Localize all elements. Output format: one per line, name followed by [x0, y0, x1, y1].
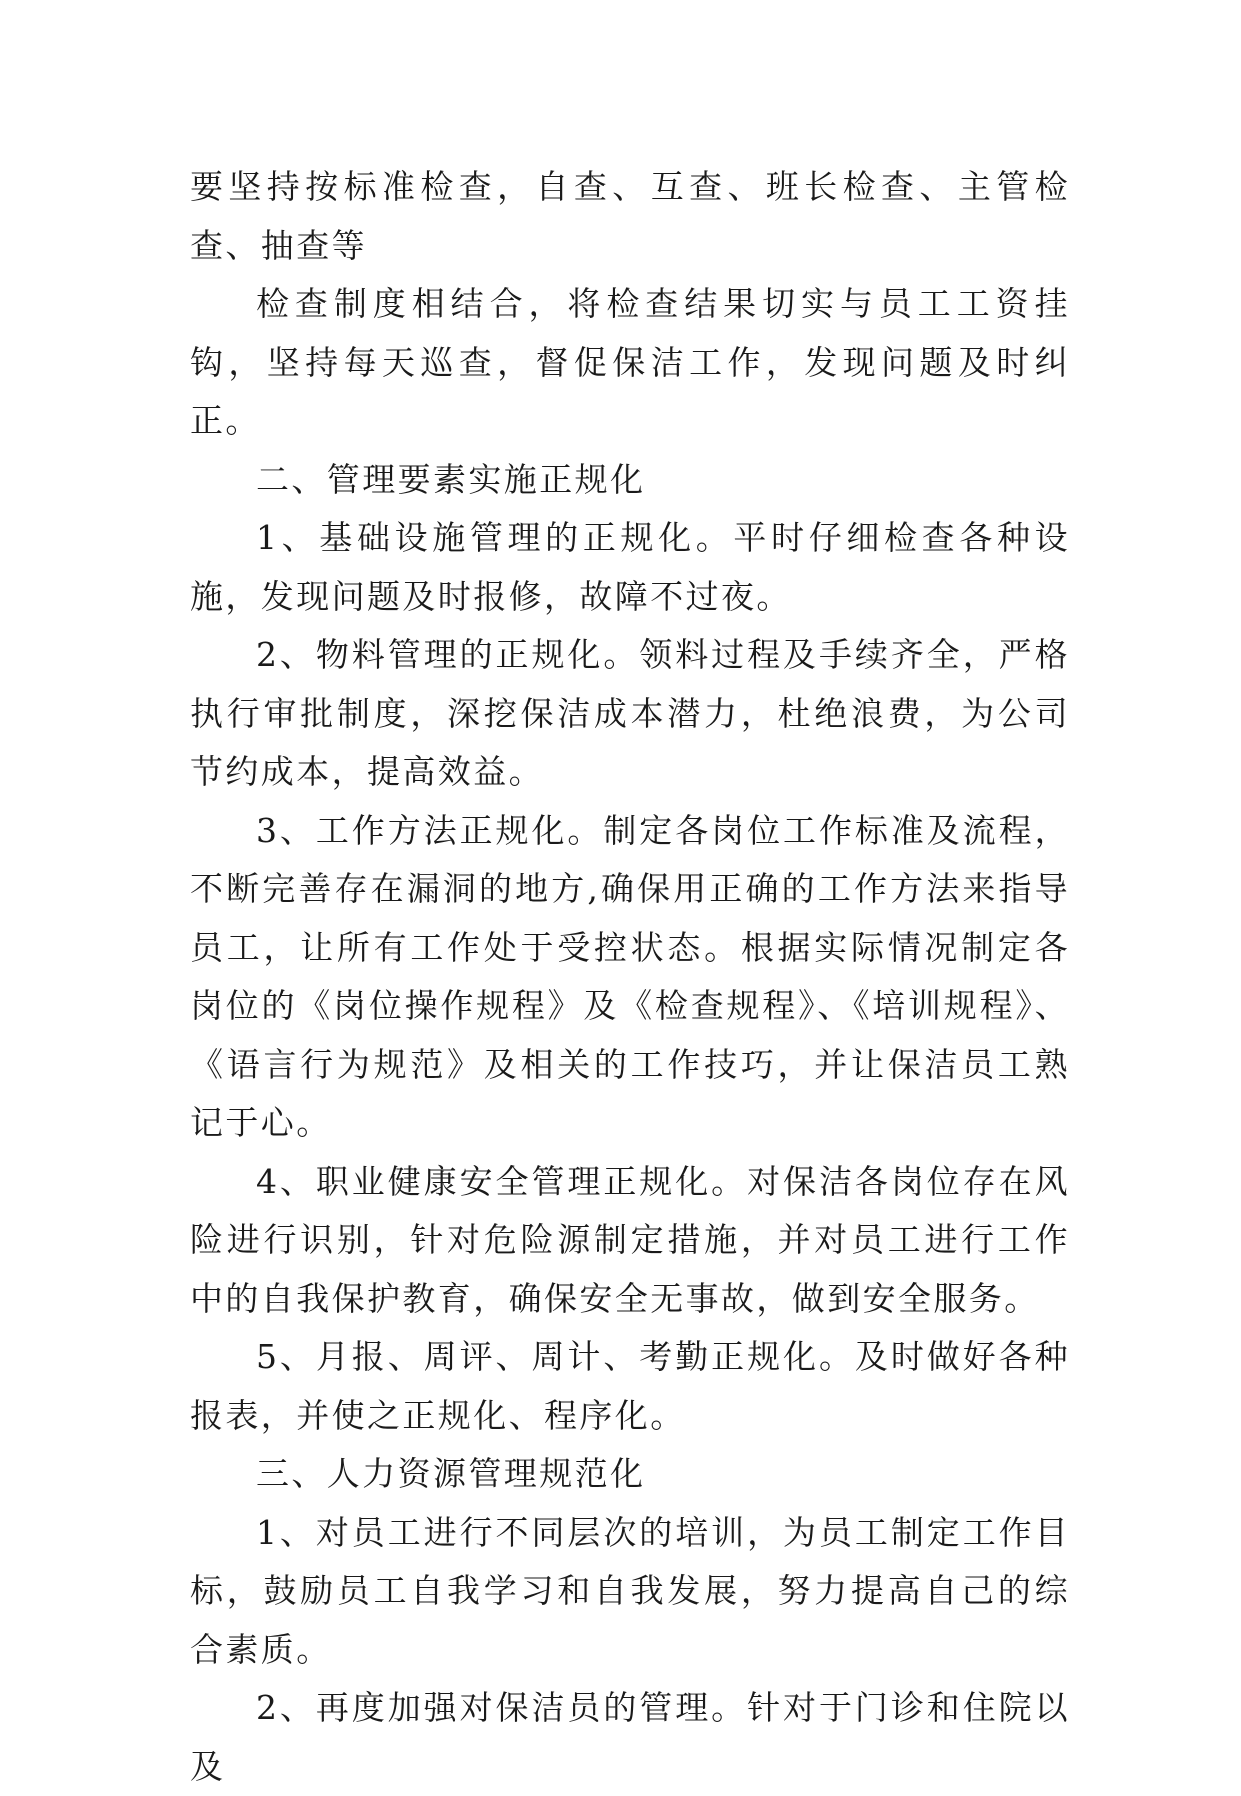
- paragraph-reports: 5、月报、周评、周计、考勤正规化。及时做好各种报表，并使之正规化、程序化。: [190, 1337, 1070, 1435]
- paragraph-staff-training: 1、对员工进行不同层次的培训，为员工制定工作目标，鼓励员工自我学习和自我发展，努力提高自己的综合素质。: [190, 1512, 1070, 1669]
- paragraph-cleaner-management: 2、再度加强对保洁员的管理。针对于门诊和住院以及: [190, 1688, 1070, 1786]
- paragraph-occupational-safety: 4、职业健康安全管理正规化。对保洁各岗位存在风险进行识别，针对危险源制定措施，并对员工进行工作中的自我保护教育，确保安全无事故，做到安全服务。: [190, 1161, 1070, 1318]
- document-body: [190, 158, 1070, 1796]
- section-heading-management-elements: 二、管理要素实施正规化: [256, 459, 646, 499]
- paragraph-materials-management: 2、物料管理的正规化。领料过程及手续齐全，严格执行审批制度，深挖保洁成本潜力，杜绝浪费，为公司节约成本，提高效益。: [190, 635, 1070, 791]
- paragraph-inspection-standards: 要坚持按标准检查，自查、互查、班长检查、主管检查、抽查等: [190, 167, 1070, 265]
- paragraph-work-methods: 3、工作方法正规化。制定各岗位工作标准及流程，不断完善存在漏洞的地方,确保用正确的工作方法来指导员工，让所有工作处于受控状态。根据实际情况制定各岗位的《岗位操作规程》及《检查规程》、《培训规程》、《语言行为规范》及相关的工作技巧，并让保洁员工熟记于心。: [190, 810, 1070, 1142]
- paragraph-infrastructure-management: 1、基础设施管理的正规化。平时仔细检查各种设施，发现问题及时报修，故障不过夜。: [190, 518, 1070, 616]
- paragraph-inspection-system: 检查制度相结合，将检查结果切实与员工工资挂钩，坚持每天巡查，督促保洁工作，发现问题及时纠正。: [190, 284, 1070, 440]
- section-heading-human-resources: 三、人力资源管理规范化: [256, 1454, 646, 1493]
